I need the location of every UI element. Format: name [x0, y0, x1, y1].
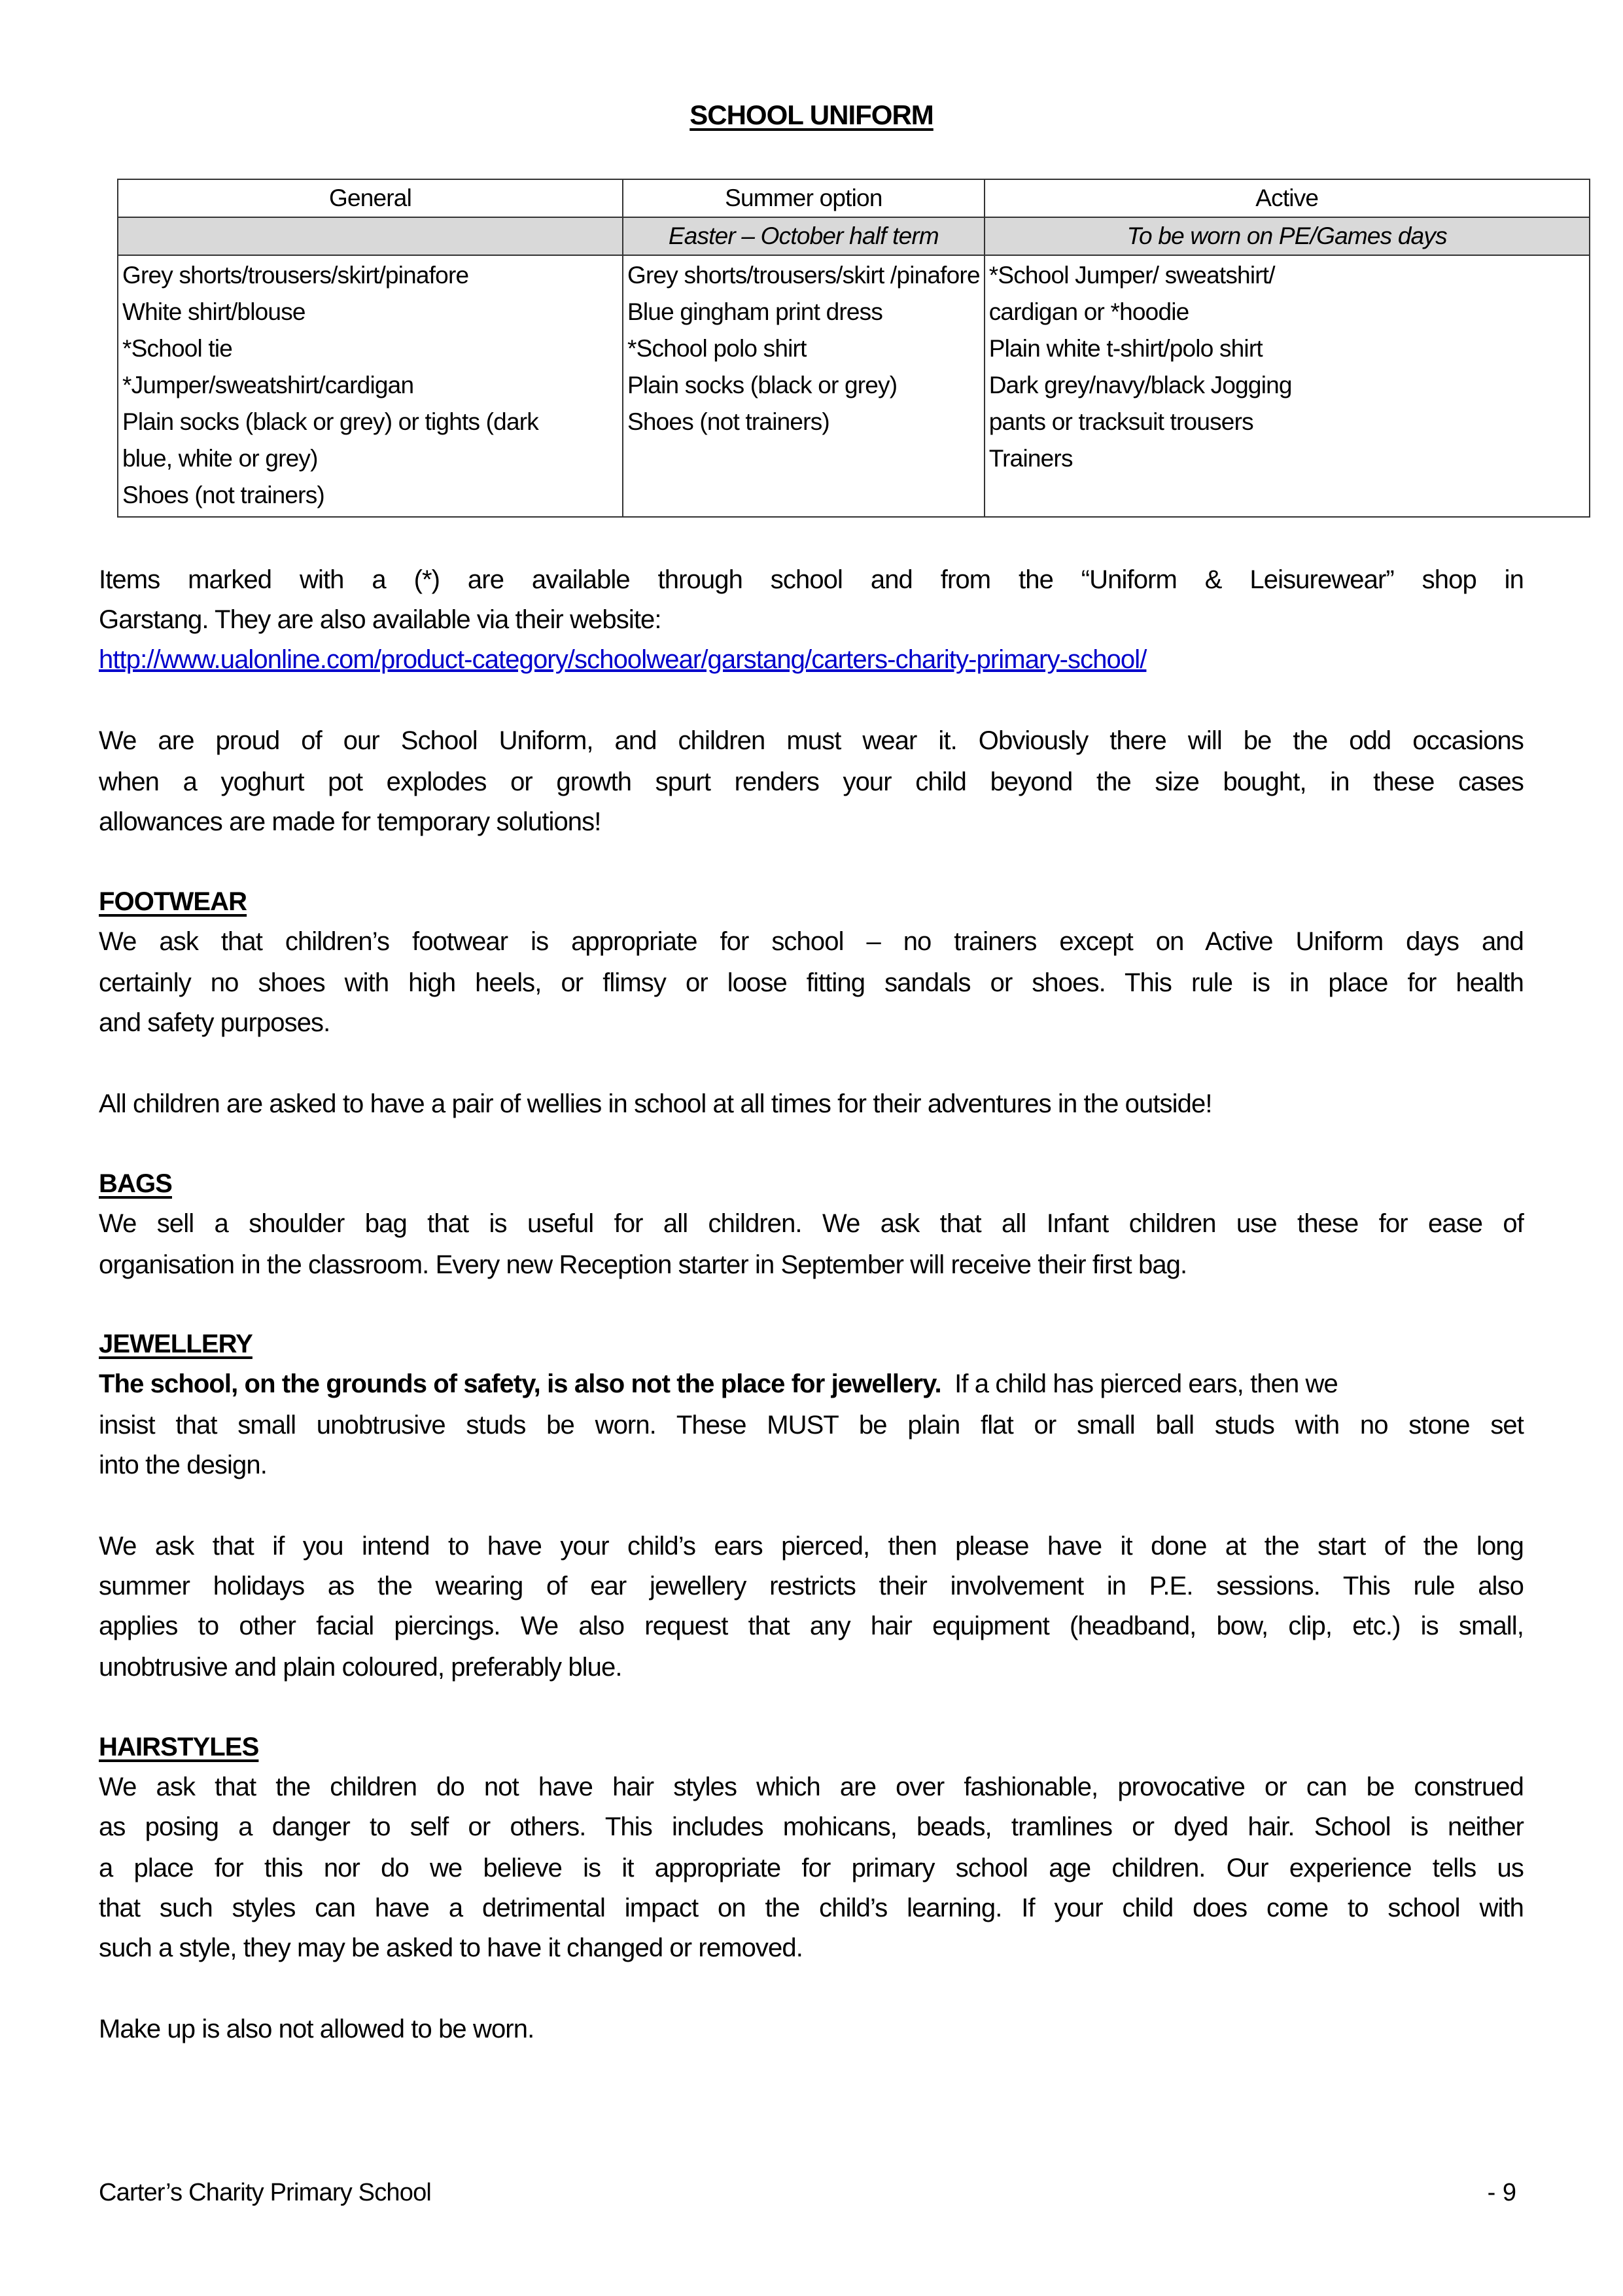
general-item: *School tie: [122, 335, 233, 362]
general-items-cell: [118, 255, 623, 517]
availability-text: Items marked with a (*) are available through school and from the “Uniform & Leisurewear” shop in: [99, 565, 1524, 594]
uniform-shop-link[interactable]: [99, 640, 1524, 679]
active-item: Dark grey/navy/black Jogging: [988, 372, 1292, 398]
summer-item: Grey shorts/trousers/skirt /pinafore: [627, 262, 980, 289]
hairstyles-text: We ask that the children do not have hair styles which are over fashionable, provocative or can be construed: [99, 1773, 1524, 1801]
jewellery-heading: [99, 1324, 1524, 1364]
piercing-text: unobtrusive and plain coloured, preferably blue.: [99, 1653, 622, 1682]
active-item: pants or tracksuit trousers: [988, 408, 1253, 435]
summer-items-cell: [623, 255, 985, 517]
header-summer: Summer option: [623, 179, 985, 217]
summer-item: *School polo shirt: [627, 335, 807, 362]
footwear-text: and safety purposes.: [99, 1008, 330, 1037]
makeup-text: Make up is also not allowed to be worn.: [99, 2015, 534, 2043]
active-item: Trainers: [988, 445, 1073, 472]
active-items-cell: [985, 255, 1590, 517]
subheader-general: [118, 217, 623, 255]
piercing-text: applies to other facial piercings. We also request that any hair equipment (headband, bow, clip, etc.) is small,: [99, 1612, 1524, 1640]
uniform-table: [117, 179, 1590, 518]
subheader-active: To be worn on PE/Games days: [985, 217, 1590, 255]
jewellery-bold-sentence: The school, on the grounds of safety, is also not the place for jewellery.: [99, 1369, 941, 1398]
active-item: Plain white t-shirt/polo shirt: [988, 335, 1263, 362]
jewellery-text: into the design.: [99, 1451, 267, 1479]
footer-page-number: - 9: [1487, 2179, 1516, 2206]
footwear-text: We ask that children’s footwear is appropriate for school – no trainers except on Active Uniform days and: [99, 927, 1524, 956]
jewellery-text: insist that small unobtrusive studs be worn. These MUST be plain flat or small ball studs with no stone set: [99, 1411, 1524, 1439]
general-item: Plain socks (black or grey) or tights (dark: [122, 408, 538, 435]
bags-text: organisation in the classroom. Every new Reception starter in September will receive their first bag.: [99, 1250, 1187, 1279]
pride-text: when a yoghurt pot explodes or growth spurt renders your child beyond the size bought, in these cases: [99, 768, 1524, 796]
hairstyles-text: such a style, they may be asked to have it changed or removed.: [99, 1934, 803, 1962]
jewellery-text-rest: If a child has pierced ears, then we: [941, 1369, 1338, 1398]
footwear-heading: [99, 882, 1524, 921]
table-subheader-row: [118, 217, 1590, 255]
active-item: *School Jumper/ sweatshirt/: [988, 262, 1275, 289]
piercing-text: summer holidays as the wearing of ear jewellery restricts their involvement in P.E. sessions. This rule also: [99, 1572, 1524, 1600]
general-item: Shoes (not trainers): [122, 482, 324, 508]
bags-heading: [99, 1164, 1524, 1203]
hairstyles-text: as posing a danger to self or others. This includes mohicans, beads, tramlines or dyed hair. School is neither: [99, 1812, 1524, 1841]
piercing-text: We ask that if you intend to have your child’s ears pierced, then please have it done at the start of the long: [99, 1532, 1524, 1561]
general-item: *Jumper/sweatshirt/cardigan: [122, 372, 414, 398]
hairstyles-text: a place for this nor do we believe is it appropriate for primary school age children. Our experience tells us: [99, 1854, 1524, 1882]
general-item: blue, white or grey): [122, 445, 318, 472]
wellies-text: All children are asked to have a pair of wellies in school at all times for their adventures in the outside!: [99, 1089, 1212, 1118]
header-general: General: [118, 179, 623, 217]
summer-item: Blue gingham print dress: [627, 298, 883, 325]
uniform-shop-link-text[interactable]: http://www.ualonline.com/product-category/schoolwear/garstang/carters-charity-primary-school/: [99, 645, 1147, 674]
pride-text: We are proud of our School Uniform, and children must wear it. Obviously there will be the odd occasions: [99, 726, 1524, 755]
general-item: Grey shorts/trousers/skirt/pinafore: [122, 262, 469, 289]
table-body-row: [118, 255, 1590, 517]
subheader-summer: Easter – October half term: [623, 217, 985, 255]
page-title: SCHOOL UNIFORM: [689, 99, 934, 130]
availability-text: Garstang. They are also available via their website:: [99, 605, 661, 634]
summer-item: Plain socks (black or grey): [627, 372, 898, 398]
jewellery-heading-text: JEWELLERY: [99, 1330, 253, 1358]
active-item: cardigan or *hoodie: [988, 298, 1189, 325]
summer-item: Shoes (not trainers): [627, 408, 829, 435]
table-header-row: [118, 179, 1590, 217]
bags-text: We sell a shoulder bag that is useful for all children. We ask that all Infant children use these for ease of: [99, 1209, 1524, 1238]
pride-text: allowances are made for temporary solutions!: [99, 807, 601, 836]
footwear-heading-text: FOOTWEAR: [99, 887, 247, 916]
hairstyles-heading-text: HAIRSTYLES: [99, 1733, 259, 1761]
general-item: White shirt/blouse: [122, 298, 305, 325]
hairstyles-text: that such styles can have a detrimental impact on the child’s learning. If your child does come to school with: [99, 1894, 1524, 1922]
bags-heading-text: BAGS: [99, 1169, 172, 1198]
footwear-text: certainly no shoes with high heels, or flimsy or loose fitting sandals or shoes. This rule is in place for health: [99, 968, 1524, 997]
footer-school-name: Carter’s Charity Primary School: [99, 2179, 432, 2206]
jewellery-text: [99, 1364, 1524, 1404]
hairstyles-heading: [99, 1727, 1524, 1767]
header-active: Active: [985, 179, 1590, 217]
